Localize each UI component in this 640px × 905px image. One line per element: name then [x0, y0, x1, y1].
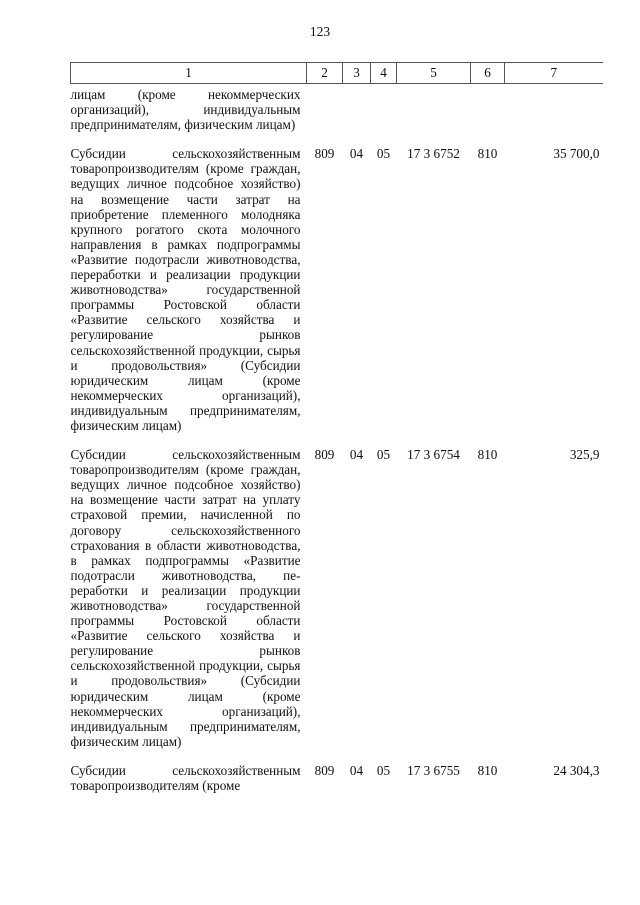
- column-header-6: 6: [471, 63, 505, 84]
- row-subsection: 05: [376, 762, 391, 778]
- column-header-5: 5: [397, 63, 471, 84]
- row-section: 04: [349, 146, 364, 162]
- row-subsection: 05: [376, 447, 391, 463]
- row-amount: 24 304,3: [553, 762, 600, 778]
- page-number: 123: [309, 24, 331, 39]
- column-header-1: 1: [71, 63, 307, 84]
- row-subsection: 05: [376, 146, 391, 162]
- row-amount: 35 700,0: [553, 146, 600, 162]
- row-amount: 325,9: [569, 447, 600, 463]
- row-target-article: [397, 84, 471, 147]
- row-name: Субсидии сельскохозяйственным товаропроизводителям (кроме граждан, ведущих личное подсобное хозяйство) на возмещение части затрат на уплату страховой премии, начисленной по договору сельскохозяйственного страхования в области животноводства, в рамках подпрограммы «Развитие подотрасли животноводства, переработки и реализации продукции животноводства» государственной программы Ростовской области «Развитие сельского хозяйства и регулирование рынков сельскохозяйственной продукции, сырья и продовольствия» (Субсидии юридическим лицам (кроме некоммерческих организаций), индивидуальным предпринимателям, физическим лицам): [70, 447, 301, 749]
- row-ministry-code: 809: [314, 146, 335, 162]
- row-section: 04: [349, 762, 364, 778]
- row-section: 04: [349, 447, 364, 463]
- row-ministry-code: [307, 84, 343, 147]
- table-row: [71, 146, 603, 447]
- row-target-article: 17 3 6755: [407, 762, 460, 778]
- column-number-row: [71, 63, 603, 84]
- row-expense-type: 810: [477, 762, 498, 778]
- row-name: Субсидии сельскохозяйственным товаропроизводителям (кроме граждан, ведущих личное подсобное хозяйство) на возмещение части затрат на приобретение племенного молодняка крупного рогатого скота молочного направления в рамках подпрограммы «Развитие подотрасли животноводства, переработки и реализации продукции животноводства» государственной программы Ростовской области «Развитие сельского хозяйства и регулирование рынков сельскохозяйственной продукции, сырья и продовольствия» (Субсидии юридическим лицам (кроме некоммерческих организаций), индивидуальным предпринимателям, физическим лицам): [70, 146, 301, 433]
- table-row: [71, 447, 603, 763]
- column-header-7: 7: [505, 63, 603, 84]
- row-name: Субсидии сельскохозяйственным товаропроизводителям (кроме: [70, 762, 301, 794]
- row-expense-type: 810: [477, 146, 498, 162]
- row-name: лицам (кроме некоммерческих организаций), индивидуальным предпринимателям, физическим лицам): [70, 87, 301, 133]
- row-subsection: [371, 84, 397, 147]
- column-header-4: 4: [371, 63, 397, 84]
- row-section: [343, 84, 371, 147]
- row-ministry-code: 809: [314, 447, 335, 463]
- table-row: [71, 763, 603, 793]
- row-ministry-code: 809: [314, 762, 335, 778]
- row-amount: [505, 84, 603, 147]
- row-target-article: 17 3 6754: [407, 447, 460, 463]
- row-expense-type: [471, 84, 505, 147]
- budget-table: [70, 62, 603, 793]
- row-expense-type: 810: [477, 447, 498, 463]
- column-header-3: 3: [343, 63, 371, 84]
- row-target-article: 17 3 6752: [407, 146, 460, 162]
- column-header-2: 2: [307, 63, 343, 84]
- table-row: [71, 84, 603, 147]
